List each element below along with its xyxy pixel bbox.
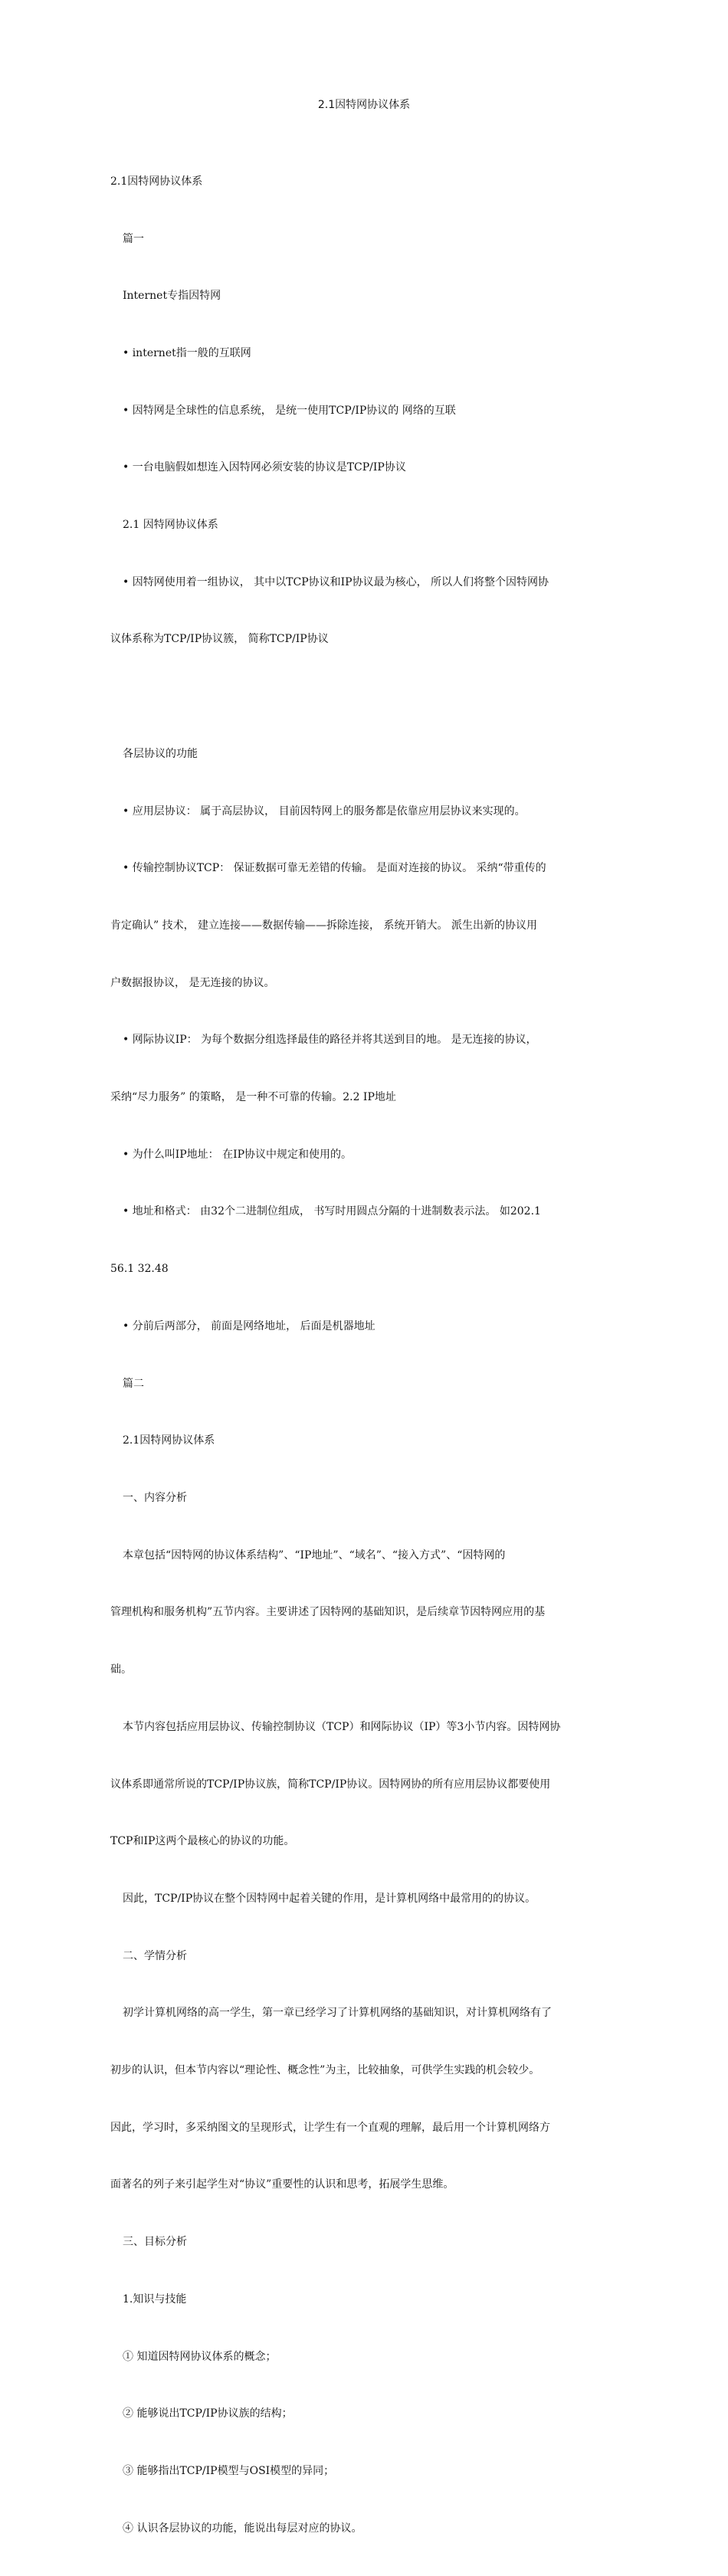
- body-line: 三、目标分析: [123, 2236, 187, 2249]
- body-line: • 因特网是全球性的信息系统， 是统一使用TCP/IP协议的 网络的互联: [123, 404, 456, 417]
- body-line: 本章包括“因特网的协议体系结构”、“IP地址”、“域名”、“接入方式”、“因特网的: [123, 1549, 506, 1562]
- body-line: ① 知道因特网协议体系的概念；: [123, 2350, 277, 2363]
- body-line: • 传输控制协议TCP： 保证数据可靠无差错的传输。 是面对连接的协议。 采纳“带重传的: [123, 862, 546, 875]
- body-line: 管理机构和服务机构”五节内容。主要讲述了因特网的基础知识，是后续章节因特网应用的基: [110, 1606, 546, 1619]
- body-line: • 一台电脑假如想连入因特网必须安装的协议是TCP/IP协议: [123, 461, 406, 474]
- body-line: 2.1 因特网协议体系: [123, 519, 218, 532]
- body-line: • 地址和格式： 由32个二进制位组成， 书写时用圆点分隔的十进制数表示法。 如202.1: [123, 1205, 541, 1218]
- body-line: Internet专指因特网: [123, 290, 221, 303]
- body-line: • 因特网使用着一组协议， 其中以TCP协议和IP协议最为核心， 所以人们将整个因特网协: [123, 575, 549, 588]
- body-line: 础。: [110, 1663, 132, 1676]
- body-line: 2.1因特网协议体系: [123, 1434, 215, 1447]
- body-line: 初学计算机网络的高一学生，第一章已经学习了计算机网络的基础知识，对计算机网络有了: [123, 2007, 552, 2020]
- body-line: ③ 能够指出TCP/IP模型与OSI模型的异同；: [123, 2464, 335, 2477]
- body-line: • 应用层协议： 属于高层协议， 目前因特网上的服务都是依靠应用层协议来实现的。: [123, 805, 526, 818]
- body-line: 肯定确认” 技术， 建立连接——数据传输——拆除连接， 系统开销大。 派生出新的协议用: [110, 919, 537, 932]
- body-line: ④ 认识各层协议的功能，能说出每层对应的协议。: [123, 2522, 362, 2535]
- body-line: 因此，学习时，多采纳图文的呈现形式，让学生有一个直观的理解，最后用一个计算机网络方: [110, 2121, 550, 2134]
- body-line: 篇二: [123, 1377, 144, 1390]
- body-line: 面著名的列子来引起学生对“协议”重要性的认识和思考，拓展学生思维。: [110, 2178, 454, 2191]
- body-line: 56.1 32.48: [110, 1263, 169, 1276]
- document-body: [110, 134, 619, 2576]
- body-line: • 网际协议IP： 为每个数据分组选择最佳的路径并将其送到目的地。 是无连接的协议，: [123, 1034, 537, 1047]
- body-line: 一、内容分析: [123, 1491, 187, 1504]
- blank-line: [110, 687, 619, 706]
- body-line: 采纳“尽力服务” 的策略， 是一种不可靠的传输。2.2 IP地址: [110, 1091, 396, 1104]
- body-line: 议体系称为TCP/IP协议簇， 简称TCP/IP协议: [110, 633, 329, 646]
- body-line: • 分前后两部分， 前面是网络地址， 后面是机器地址: [123, 1319, 375, 1332]
- body-line: • 为什么叫IP地址： 在IP协议中规定和使用的。: [123, 1148, 353, 1161]
- body-line: 1.知识与技能: [123, 2293, 187, 2306]
- body-line: 本节内容包括应用层协议、传输控制协议（TCP）和网际协议（IP）等3小节内容。因特网协: [123, 1720, 561, 1733]
- body-line: 2.1因特网协议体系: [110, 175, 203, 188]
- body-line: 初步的认识，但本节内容以“理论性、概念性”为主，比较抽象，可供学生实践的机会较少。: [110, 2064, 540, 2077]
- body-line: 各层协议的功能: [123, 747, 198, 760]
- body-line: 篇一: [123, 232, 144, 245]
- body-line: 户数据报协议， 是无连接的协议。: [110, 976, 275, 989]
- document-title: 2.1因特网协议体系: [317, 99, 411, 111]
- body-line: 二、学情分析: [123, 1949, 187, 1962]
- body-line: 议体系即通常所说的TCP/IP协议族，简称TCP/IP协议。因特网协的所有应用层协议都要使用: [110, 1778, 551, 1791]
- body-line: TCP和IP这两个最核心的协议的功能。: [110, 1835, 295, 1848]
- body-line: 因此，TCP/IP协议在整个因特网中起着关键的作用，是计算机网络中最常用的的协议。: [123, 1892, 536, 1905]
- body-line: • internet指一般的互联网: [123, 346, 251, 359]
- body-line: ② 能够说出TCP/IP协议族的结构；: [123, 2407, 293, 2420]
